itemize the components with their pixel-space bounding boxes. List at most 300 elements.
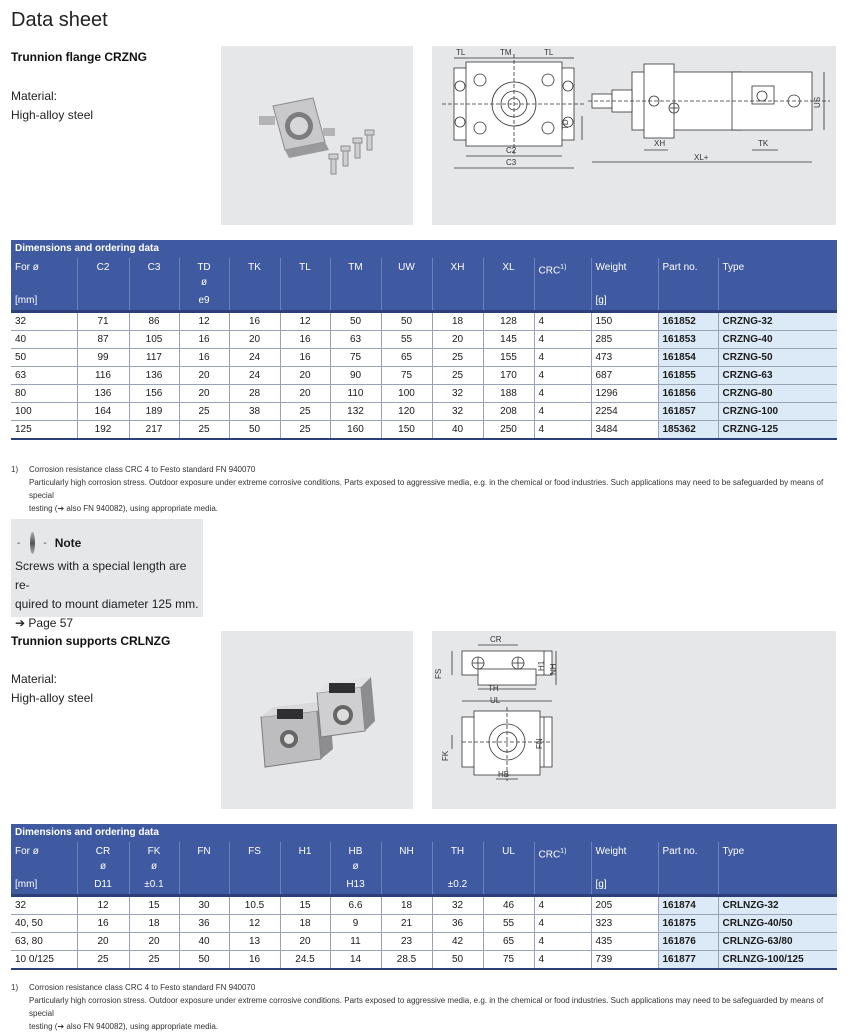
table-cell: 136 — [129, 367, 179, 385]
page-title: Data sheet — [11, 9, 108, 31]
table-cell: 50 — [381, 312, 432, 331]
table-cell: 18 — [280, 915, 330, 933]
header-label: CRC — [538, 849, 561, 861]
table-cell: 25 — [280, 421, 330, 440]
table-cell: 28 — [229, 385, 280, 403]
table-row — [11, 896, 837, 915]
table-cell: 120 — [381, 403, 432, 421]
table-cell: 250 — [483, 421, 534, 440]
table-cell: 40 — [179, 933, 229, 951]
table-cell: 132 — [330, 403, 381, 421]
header-label: C2 — [96, 262, 110, 273]
header-label: FN — [197, 846, 211, 857]
table-cell: 12 — [179, 312, 229, 331]
table-cell: 30 — [179, 896, 229, 915]
table-cell: 125 — [11, 421, 77, 440]
note-info-icon — [30, 532, 35, 554]
column-header — [229, 258, 280, 292]
column-header — [718, 258, 837, 292]
column-header — [11, 258, 77, 292]
material-value: High-alloy steel — [11, 691, 94, 705]
table-row — [11, 933, 837, 951]
table-cell: 105 — [129, 331, 179, 349]
table-cell: 4 — [534, 421, 591, 440]
header-sub-label: ø — [150, 861, 158, 872]
table-cell: 155 — [483, 349, 534, 367]
header-label: HB — [348, 846, 363, 857]
table-cell: 24 — [229, 349, 280, 367]
type-cell: CRZNG-80 — [718, 385, 837, 403]
note-header — [17, 532, 81, 554]
technical-drawing-flange — [432, 46, 836, 225]
table-cell: 687 — [591, 367, 658, 385]
footnote-number: 1) — [11, 465, 19, 474]
unit-label: H13 — [330, 876, 381, 896]
table-cell: 36 — [179, 915, 229, 933]
table-cell: 55 — [483, 915, 534, 933]
technical-drawing-supports — [432, 631, 836, 809]
table-cell: 90 — [330, 367, 381, 385]
table-cell: 24.5 — [280, 951, 330, 970]
type-cell: CRLNZG-40/50 — [718, 915, 837, 933]
svg-text:TD: TD — [561, 119, 570, 130]
svg-text:TH: TH — [488, 684, 499, 693]
type-cell: CRZNG-50 — [718, 349, 837, 367]
type-cell: CRLNZG-32 — [718, 896, 837, 915]
note-dash-icon: - — [17, 537, 21, 549]
unit-label: D11 — [77, 876, 129, 896]
type-cell: CRZNG-32 — [718, 312, 837, 331]
unit-label: [mm] — [11, 292, 77, 312]
part-number-cell: 161875 — [658, 915, 718, 933]
unit-label: [mm] — [11, 876, 77, 896]
table-cell: 160 — [330, 421, 381, 440]
table-cell: 28.5 — [381, 951, 432, 970]
table-cell: 20 — [179, 367, 229, 385]
table-row — [11, 331, 837, 349]
material-label: Material: — [11, 672, 58, 686]
table-cell: 117 — [129, 349, 179, 367]
header-label: FK — [147, 846, 161, 857]
svg-text:C2: C2 — [506, 146, 517, 155]
svg-text:TL: TL — [544, 48, 554, 57]
type-cell: CRLNZG-63/80 — [718, 933, 837, 951]
table-units-row — [11, 292, 837, 312]
table-cell: 16 — [280, 349, 330, 367]
table-cell: 4 — [534, 403, 591, 421]
table-cell: 15 — [280, 896, 330, 915]
header-label: TH — [450, 846, 465, 857]
part-number-cell: 161855 — [658, 367, 718, 385]
column-header — [534, 842, 591, 876]
flange-photo-illustration — [221, 46, 413, 225]
header-label: NH — [399, 846, 414, 857]
table-cell: 4 — [534, 915, 591, 933]
table-cell: 80 — [11, 385, 77, 403]
header-label: For ø — [15, 846, 39, 857]
part-number-cell: 161876 — [658, 933, 718, 951]
column-header — [483, 258, 534, 292]
table-cell: 128 — [483, 312, 534, 331]
table-row — [11, 915, 837, 933]
table-row — [11, 403, 837, 421]
material-label: Material: — [11, 89, 58, 103]
ordering-table-supports — [11, 842, 837, 970]
part-number-cell: 161853 — [658, 331, 718, 349]
column-header — [280, 258, 330, 292]
supports-dimension-drawing — [432, 631, 836, 809]
note-body — [15, 557, 203, 633]
table-cell: 18 — [432, 312, 483, 331]
table-cell: 205 — [591, 896, 658, 915]
table-cell: 20 — [179, 385, 229, 403]
footnote-line: testing (➔ also FN 940082), using appropriate media. — [29, 1022, 219, 1031]
header-label: For ø — [15, 262, 39, 273]
table-caption: Dimensions and ordering data — [11, 824, 837, 842]
table-cell: 323 — [591, 915, 658, 933]
header-label: XH — [450, 262, 465, 273]
table-units-row — [11, 876, 837, 896]
svg-text:H1: H1 — [537, 660, 546, 671]
section-title-flange: Trunnion flange CRZNG — [11, 50, 147, 64]
header-label: Part no. — [662, 262, 698, 273]
unit-label: [g] — [591, 292, 658, 312]
table-cell: 12 — [77, 896, 129, 915]
note-line: Screws with a special length are re- — [15, 559, 187, 592]
header-label: Part no. — [662, 846, 698, 857]
note-box — [11, 519, 203, 630]
table-cell: 136 — [77, 385, 129, 403]
part-number-cell: 161854 — [658, 349, 718, 367]
unit-label — [77, 292, 129, 312]
unit-label — [658, 876, 718, 896]
svg-text:FS: FS — [434, 668, 443, 679]
table-cell: 4 — [534, 349, 591, 367]
table-cell: 435 — [591, 933, 658, 951]
table-cell: 16 — [77, 915, 129, 933]
table-cell: 473 — [591, 349, 658, 367]
unit-label — [179, 876, 229, 896]
supports-photo-illustration — [221, 631, 413, 809]
table-cell: 150 — [381, 421, 432, 440]
table-cell: 188 — [483, 385, 534, 403]
table-cell: 16 — [229, 312, 280, 331]
unit-label — [381, 292, 432, 312]
header-label: UW — [398, 262, 415, 273]
part-number-cell: 185362 — [658, 421, 718, 440]
dimensions-table-supports — [11, 824, 837, 970]
svg-text:C3: C3 — [506, 158, 517, 167]
column-header — [381, 258, 432, 292]
table-row — [11, 312, 837, 331]
table-cell: 4 — [534, 896, 591, 915]
table-header-row — [11, 842, 837, 876]
table-cell: 50 — [432, 951, 483, 970]
table-cell: 71 — [77, 312, 129, 331]
header-label: Weight — [595, 262, 627, 273]
svg-text:TK: TK — [758, 139, 769, 148]
column-header — [77, 842, 129, 876]
svg-text:TM: TM — [500, 48, 512, 57]
footnote-line: Corrosion resistance class CRC 4 to Festo standard FN 940070 — [29, 465, 256, 474]
svg-text:FK: FK — [441, 750, 450, 761]
table-cell: 20 — [280, 385, 330, 403]
table-cell: 20 — [77, 933, 129, 951]
table-cell: 12 — [280, 312, 330, 331]
table-cell: 32 — [432, 385, 483, 403]
header-sub-label: ø — [352, 861, 359, 872]
table-cell: 25 — [179, 403, 229, 421]
product-photo-supports — [221, 631, 413, 809]
table-cell: 86 — [129, 312, 179, 331]
column-header — [129, 258, 179, 292]
table-cell: 20 — [280, 933, 330, 951]
unit-label — [280, 876, 330, 896]
unit-label — [483, 292, 534, 312]
table-cell: 25 — [432, 349, 483, 367]
table-cell: 65 — [483, 933, 534, 951]
table-cell: 16 — [229, 951, 280, 970]
table-cell: 9 — [330, 915, 381, 933]
table-cell: 18 — [381, 896, 432, 915]
table-cell: 50 — [179, 951, 229, 970]
column-header — [229, 842, 280, 876]
column-header — [330, 842, 381, 876]
column-header — [658, 258, 718, 292]
table-cell: 6.6 — [330, 896, 381, 915]
table-cell: 75 — [330, 349, 381, 367]
header-label: XL — [502, 262, 515, 273]
table-cell: 36 — [432, 915, 483, 933]
unit-label — [658, 292, 718, 312]
table-cell: 20 — [129, 933, 179, 951]
header-label: C3 — [147, 262, 161, 273]
table-cell: 739 — [591, 951, 658, 970]
table-cell: 16 — [280, 331, 330, 349]
header-label: TM — [348, 262, 363, 273]
type-cell: CRZNG-100 — [718, 403, 837, 421]
part-number-cell: 161874 — [658, 896, 718, 915]
unit-label — [432, 292, 483, 312]
column-header — [432, 258, 483, 292]
header-label: Type — [722, 262, 745, 273]
table-cell: 40, 50 — [11, 915, 77, 933]
footnote-line: Particularly high corrosion stress. Outdoor exposure under extreme corrosive conditions. Parts exposed to aggressive media, e.g. in the chemical or food industries. Such applications may need to be safeguarded by means of special — [29, 996, 824, 1018]
header-footnote-ref: 1) — [560, 848, 567, 855]
table-cell: 40 — [11, 331, 77, 349]
header-label: Type — [722, 846, 745, 857]
table-cell: 100 — [11, 403, 77, 421]
product-photo-flange — [221, 46, 413, 225]
header-label: TL — [299, 262, 311, 273]
column-header — [129, 842, 179, 876]
header-label: H1 — [298, 846, 312, 857]
unit-label — [280, 292, 330, 312]
table-row — [11, 367, 837, 385]
table-cell: 63, 80 — [11, 933, 77, 951]
table-cell: 25 — [129, 951, 179, 970]
table-cell: 50 — [229, 421, 280, 440]
unit-label — [129, 292, 179, 312]
table-cell: 156 — [129, 385, 179, 403]
header-footnote-ref: 1) — [560, 264, 567, 271]
footnote-flange — [11, 463, 837, 515]
part-number-cell: 161877 — [658, 951, 718, 970]
material-block-flange — [11, 87, 93, 125]
table-header-row — [11, 258, 837, 292]
table-cell: 4 — [534, 933, 591, 951]
table-cell: 145 — [483, 331, 534, 349]
table-cell: 20 — [432, 331, 483, 349]
type-cell: CRZNG-125 — [718, 421, 837, 440]
unit-label — [718, 876, 837, 896]
table-cell: 32 — [432, 403, 483, 421]
table-cell: 192 — [77, 421, 129, 440]
unit-label: e9 — [179, 292, 229, 312]
header-label: CR — [95, 846, 111, 857]
svg-text:TL: TL — [456, 48, 466, 57]
table-cell: 99 — [77, 349, 129, 367]
header-label: FS — [248, 846, 261, 857]
type-cell: CRLNZG-100/125 — [718, 951, 837, 970]
svg-text:XL+: XL+ — [694, 153, 709, 162]
header-sub-label: ø — [200, 277, 208, 288]
flange-dimension-drawing — [432, 46, 836, 225]
footnote-line: Particularly high corrosion stress. Outdoor exposure under extreme corrosive conditions. Parts exposed to aggressive media, e.g. in the chemical or food industries. Such applications may need to be safeguarded by means of special — [29, 478, 824, 500]
column-header — [483, 842, 534, 876]
unit-label: ±0.1 — [129, 876, 179, 896]
svg-text:FN: FN — [535, 738, 544, 749]
table-cell: 23 — [381, 933, 432, 951]
table-cell: 10.5 — [229, 896, 280, 915]
part-number-cell: 161856 — [658, 385, 718, 403]
column-header — [179, 258, 229, 292]
table-cell: 25 — [77, 951, 129, 970]
unit-label — [534, 292, 591, 312]
table-cell: 40 — [432, 421, 483, 440]
table-cell: 38 — [229, 403, 280, 421]
unit-label — [330, 292, 381, 312]
table-cell: 50 — [11, 349, 77, 367]
svg-text:HB: HB — [498, 770, 510, 779]
note-line: quired to mount diameter 125 mm. — [15, 597, 199, 611]
table-cell: 285 — [591, 331, 658, 349]
column-header — [11, 842, 77, 876]
table-cell: 63 — [11, 367, 77, 385]
table-cell: 13 — [229, 933, 280, 951]
svg-text:UL: UL — [490, 696, 501, 705]
table-cell: 20 — [280, 367, 330, 385]
table-cell: 1296 — [591, 385, 658, 403]
type-cell: CRZNG-63 — [718, 367, 837, 385]
table-cell: 25 — [432, 367, 483, 385]
table-cell: 87 — [77, 331, 129, 349]
note-page-link[interactable]: ➔ Page 57 — [15, 616, 74, 630]
table-cell: 24 — [229, 367, 280, 385]
table-cell: 63 — [330, 331, 381, 349]
table-cell: 4 — [534, 951, 591, 970]
table-cell: 116 — [77, 367, 129, 385]
table-cell: 55 — [381, 331, 432, 349]
unit-label — [229, 292, 280, 312]
table-cell: 20 — [229, 331, 280, 349]
table-row — [11, 421, 837, 440]
column-header — [179, 842, 229, 876]
header-label: TK — [248, 262, 261, 273]
column-header — [534, 258, 591, 292]
table-row — [11, 385, 837, 403]
column-header — [591, 258, 658, 292]
column-header — [381, 842, 432, 876]
unit-label — [229, 876, 280, 896]
table-cell: 12 — [229, 915, 280, 933]
table-cell: 18 — [129, 915, 179, 933]
table-cell: 10 0/125 — [11, 951, 77, 970]
table-cell: 42 — [432, 933, 483, 951]
table-row — [11, 951, 837, 970]
unit-label — [534, 876, 591, 896]
footnote-supports — [11, 981, 837, 1033]
table-cell: 32 — [11, 312, 77, 331]
material-value: High-alloy steel — [11, 108, 94, 122]
table-cell: 14 — [330, 951, 381, 970]
table-cell: 3484 — [591, 421, 658, 440]
svg-text:US: US — [813, 96, 822, 108]
part-number-cell: 161852 — [658, 312, 718, 331]
part-number-cell: 161857 — [658, 403, 718, 421]
table-cell: 4 — [534, 367, 591, 385]
column-header — [280, 842, 330, 876]
table-cell: 11 — [330, 933, 381, 951]
column-header — [718, 842, 837, 876]
material-block-supports — [11, 670, 93, 708]
table-cell: 75 — [483, 951, 534, 970]
table-cell: 25 — [179, 421, 229, 440]
footnote-line: testing (➔ also FN 940082), using appropriate media. — [29, 504, 219, 513]
unit-label: ±0.2 — [432, 876, 483, 896]
header-label: UL — [502, 846, 515, 857]
table-cell: 25 — [280, 403, 330, 421]
column-header — [77, 258, 129, 292]
table-caption: Dimensions and ordering data — [11, 240, 837, 258]
table-cell: 189 — [129, 403, 179, 421]
table-cell: 217 — [129, 421, 179, 440]
unit-label — [381, 876, 432, 896]
svg-text:CR: CR — [490, 635, 502, 644]
table-cell: 32 — [11, 896, 77, 915]
svg-text:NH: NH — [549, 663, 558, 675]
unit-label — [483, 876, 534, 896]
footnote-line: Corrosion resistance class CRC 4 to Festo standard FN 940070 — [29, 983, 256, 992]
table-cell: 170 — [483, 367, 534, 385]
table-cell: 164 — [77, 403, 129, 421]
table-cell: 4 — [534, 385, 591, 403]
footnote-number: 1) — [11, 983, 19, 992]
header-label: Weight — [595, 846, 627, 857]
header-label: TD — [197, 262, 211, 273]
table-cell: 50 — [330, 312, 381, 331]
table-cell: 4 — [534, 312, 591, 331]
note-dash-icon: - — [43, 537, 47, 549]
section-title-supports: Trunnion supports CRLNZG — [11, 634, 171, 648]
table-cell: 16 — [179, 331, 229, 349]
table-cell: 150 — [591, 312, 658, 331]
table-cell: 4 — [534, 331, 591, 349]
table-cell: 208 — [483, 403, 534, 421]
unit-label: [g] — [591, 876, 658, 896]
table-cell: 75 — [381, 367, 432, 385]
note-title: Note — [54, 536, 82, 550]
